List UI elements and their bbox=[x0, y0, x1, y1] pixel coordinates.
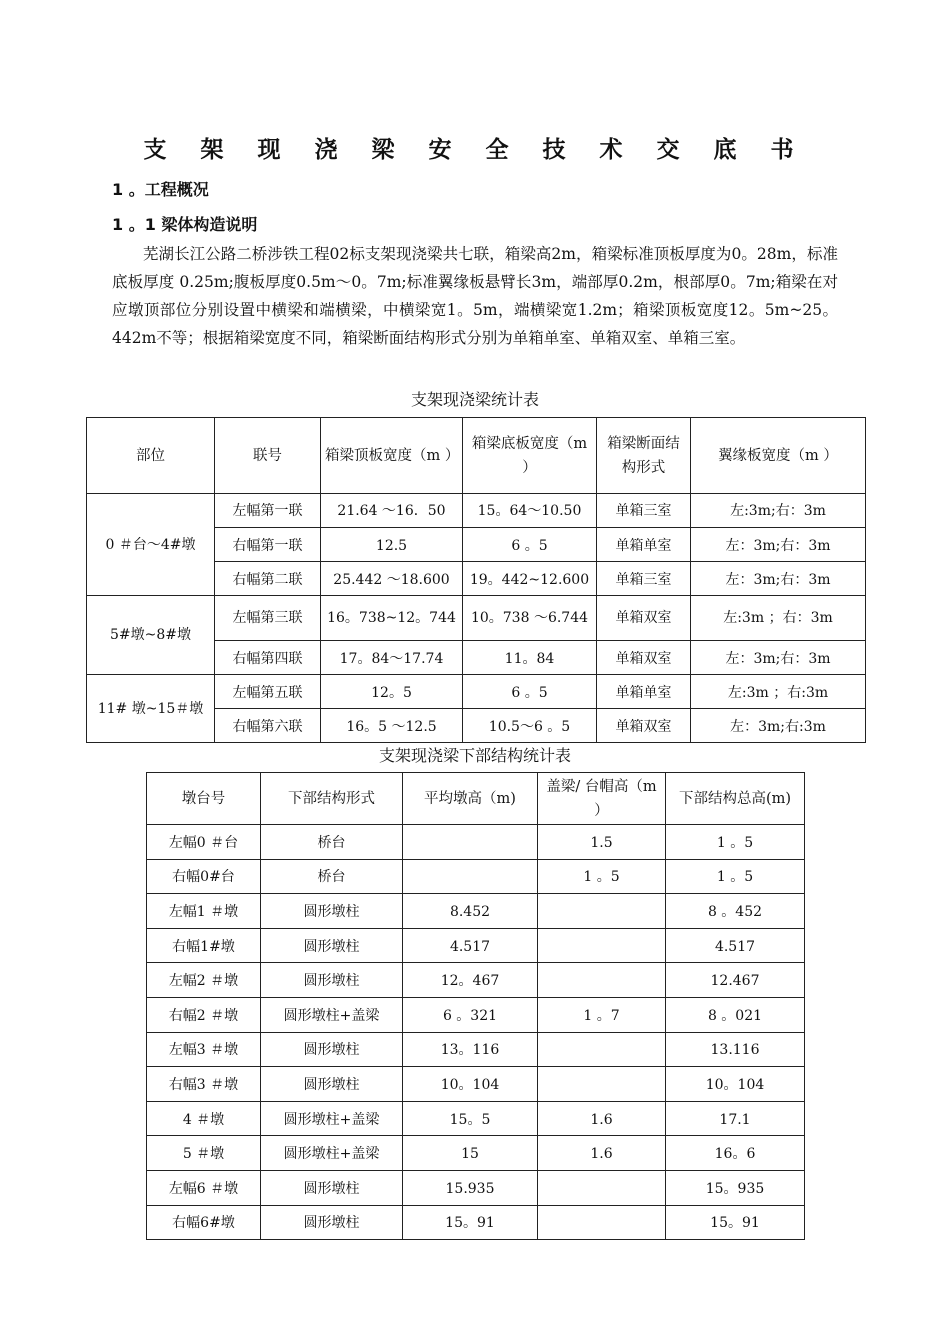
pier-cell: 右幅3 ＃墩 bbox=[147, 1067, 261, 1102]
table-row bbox=[147, 963, 805, 998]
structure-form-cell: 圆形墩柱+盖梁 bbox=[261, 997, 403, 1032]
avg-height-cell bbox=[403, 859, 538, 894]
header-cell: 箱梁断面结构形式 bbox=[597, 418, 691, 494]
table-row bbox=[87, 675, 866, 709]
total-height-cell: 1 。5 bbox=[666, 825, 805, 860]
lian-cell: 右幅第六联 bbox=[215, 709, 321, 743]
table-row bbox=[147, 1136, 805, 1171]
cap-height-cell: 1.6 bbox=[538, 1101, 666, 1136]
pier-cell: 左幅6 ＃墩 bbox=[147, 1170, 261, 1205]
header-cell: 箱梁底板宽度（m ） bbox=[463, 418, 597, 494]
lian-cell: 左幅第一联 bbox=[215, 494, 321, 528]
top-width-cell: 16。738~12。744 bbox=[321, 596, 463, 641]
beam-stats-table bbox=[86, 417, 866, 743]
table-row bbox=[147, 859, 805, 894]
table-row bbox=[147, 928, 805, 963]
table2-caption: 支架现浇梁下部结构统计表 bbox=[378, 746, 571, 765]
cap-height-cell: 1 。7 bbox=[538, 997, 666, 1032]
total-height-cell: 8 。021 bbox=[666, 997, 805, 1032]
total-height-cell: 15。91 bbox=[666, 1205, 805, 1240]
avg-height-cell: 12。467 bbox=[403, 963, 538, 998]
substructure-stats-table bbox=[146, 772, 805, 1240]
header-cell: 翼缘板宽度（m ） bbox=[691, 418, 866, 494]
section-form-cell: 单箱三室 bbox=[597, 562, 691, 596]
table-row bbox=[87, 596, 866, 641]
section-form-cell: 单箱双室 bbox=[597, 641, 691, 675]
structure-form-cell: 圆形墩柱 bbox=[261, 894, 403, 929]
structure-form-cell: 圆形墩柱+盖梁 bbox=[261, 1136, 403, 1171]
total-height-cell: 16。6 bbox=[666, 1136, 805, 1171]
cap-height-cell bbox=[538, 1205, 666, 1240]
structure-form-cell: 圆形墩柱+盖梁 bbox=[261, 1101, 403, 1136]
bottom-width-cell: 10.5～6 。5 bbox=[463, 709, 597, 743]
section-form-cell: 单箱双室 bbox=[597, 596, 691, 641]
lian-cell: 右幅第四联 bbox=[215, 641, 321, 675]
wing-width-cell: 左:3m;右：3m bbox=[691, 494, 866, 528]
cap-height-cell bbox=[538, 1032, 666, 1067]
table-header-row bbox=[87, 418, 866, 494]
bottom-width-cell: 6 。5 bbox=[463, 528, 597, 562]
avg-height-cell bbox=[403, 825, 538, 860]
bottom-width-cell: 15。64～10.50 bbox=[463, 494, 597, 528]
avg-height-cell: 10。104 bbox=[403, 1067, 538, 1102]
avg-height-cell: 15.935 bbox=[403, 1170, 538, 1205]
table1-caption: 支架现浇梁统计表 bbox=[410, 390, 539, 409]
avg-height-cell: 4.517 bbox=[403, 928, 538, 963]
total-height-cell: 12.467 bbox=[666, 963, 805, 998]
cap-height-cell: 1.6 bbox=[538, 1136, 666, 1171]
table-row bbox=[87, 494, 866, 528]
table-row bbox=[147, 1205, 805, 1240]
lian-cell: 右幅第一联 bbox=[215, 528, 321, 562]
structure-form-cell: 圆形墩柱 bbox=[261, 928, 403, 963]
avg-height-cell: 15。5 bbox=[403, 1101, 538, 1136]
bottom-width-cell: 19。442~12.600 bbox=[463, 562, 597, 596]
structure-form-cell: 桥台 bbox=[261, 825, 403, 860]
total-height-cell: 1 。5 bbox=[666, 859, 805, 894]
cap-height-cell bbox=[538, 1067, 666, 1102]
total-height-cell: 8 。452 bbox=[666, 894, 805, 929]
cap-height-cell bbox=[538, 928, 666, 963]
overview-paragraph bbox=[112, 240, 838, 352]
bottom-width-cell: 10。738 ～6.744 bbox=[463, 596, 597, 641]
bottom-width-cell: 6 。5 bbox=[463, 675, 597, 709]
cap-height-cell bbox=[538, 894, 666, 929]
wing-width-cell: 左：3m;右：3m bbox=[691, 562, 866, 596]
top-width-cell: 12.5 bbox=[321, 528, 463, 562]
pier-cell: 左幅2 ＃墩 bbox=[147, 963, 261, 998]
wing-width-cell: 左：3m;右：3m bbox=[691, 641, 866, 675]
document-title: 支 架 现 浇 梁 安 全 技 术 交 底 书 bbox=[143, 136, 807, 163]
wing-width-cell: 左:3m ；右:3m bbox=[691, 675, 866, 709]
cap-height-cell bbox=[538, 963, 666, 998]
pier-cell: 右幅1#墩 bbox=[147, 928, 261, 963]
total-height-cell: 13.116 bbox=[666, 1032, 805, 1067]
avg-height-cell: 13。116 bbox=[403, 1032, 538, 1067]
header-cell: 下部结构形式 bbox=[261, 773, 403, 825]
top-width-cell: 21.64 ～16．50 bbox=[321, 494, 463, 528]
top-width-cell: 12。5 bbox=[321, 675, 463, 709]
avg-height-cell: 6 。321 bbox=[403, 997, 538, 1032]
lian-cell: 左幅第三联 bbox=[215, 596, 321, 641]
section-form-cell: 单箱单室 bbox=[597, 675, 691, 709]
section-form-cell: 单箱单室 bbox=[597, 528, 691, 562]
top-width-cell: 16。5 ～12.5 bbox=[321, 709, 463, 743]
structure-form-cell: 圆形墩柱 bbox=[261, 1032, 403, 1067]
top-width-cell: 17。84～17.74 bbox=[321, 641, 463, 675]
pier-cell: 右幅6#墩 bbox=[147, 1205, 261, 1240]
pier-cell: 右幅2 ＃墩 bbox=[147, 997, 261, 1032]
pier-cell: 左幅3 ＃墩 bbox=[147, 1032, 261, 1067]
total-height-cell: 15。935 bbox=[666, 1170, 805, 1205]
pier-cell: 右幅0#台 bbox=[147, 859, 261, 894]
pier-cell: 左幅0 ＃台 bbox=[147, 825, 261, 860]
location-cell: 5#墩~8#墩 bbox=[87, 596, 215, 675]
header-cell: 联号 bbox=[215, 418, 321, 494]
section-form-cell: 单箱双室 bbox=[597, 709, 691, 743]
wing-width-cell: 左:3m ；右：3m bbox=[691, 596, 866, 641]
header-cell: 下部结构总高(m) bbox=[666, 773, 805, 825]
location-cell: 0 ＃台～4#墩 bbox=[87, 494, 215, 596]
table-header-row bbox=[147, 773, 805, 825]
subsection-heading: 1 。1 梁体构造说明 bbox=[112, 215, 258, 234]
structure-form-cell: 圆形墩柱 bbox=[261, 1067, 403, 1102]
cap-height-cell: 1 。5 bbox=[538, 859, 666, 894]
total-height-cell: 4.517 bbox=[666, 928, 805, 963]
wing-width-cell: 左：3m;右:3m bbox=[691, 709, 866, 743]
avg-height-cell: 15 bbox=[403, 1136, 538, 1171]
total-height-cell: 10。104 bbox=[666, 1067, 805, 1102]
paragraph-text: 芜湖长江公路二桥涉铁工程02标支架现浇梁共七联，箱梁高2m，箱梁标准顶板厚度为0。28m，标准底板厚度 0.25m;腹板厚度0.5m～0。7m;标准翼缘板悬臂长3m，端部厚0.2m，根部厚0。7m;箱梁在对应墩顶部位分别设置中横梁和端横梁，中横梁宽1。5m，端横梁宽1.2m；箱梁顶板宽度12。5m~25。442m不等；根据箱梁宽度不同，箱梁断面结构形式分别为单箱单室、单箱双室、单箱三室。 bbox=[112, 245, 838, 347]
header-cell: 箱梁顶板宽度（m ） bbox=[321, 418, 463, 494]
table-row bbox=[147, 1170, 805, 1205]
pier-cell: 5 ＃墩 bbox=[147, 1136, 261, 1171]
section-form-cell: 单箱三室 bbox=[597, 494, 691, 528]
avg-height-cell: 15。91 bbox=[403, 1205, 538, 1240]
pier-cell: 4 ＃墩 bbox=[147, 1101, 261, 1136]
table-row bbox=[147, 1101, 805, 1136]
top-width-cell: 25.442 ～18.600 bbox=[321, 562, 463, 596]
pier-cell: 左幅1 ＃墩 bbox=[147, 894, 261, 929]
table-row bbox=[147, 1067, 805, 1102]
bottom-width-cell: 11。84 bbox=[463, 641, 597, 675]
table-row bbox=[147, 894, 805, 929]
structure-form-cell: 圆形墩柱 bbox=[261, 1205, 403, 1240]
header-cell: 盖梁/ 台帽高（m ） bbox=[538, 773, 666, 825]
total-height-cell: 17.1 bbox=[666, 1101, 805, 1136]
structure-form-cell: 桥台 bbox=[261, 859, 403, 894]
lian-cell: 左幅第五联 bbox=[215, 675, 321, 709]
cap-height-cell bbox=[538, 1170, 666, 1205]
location-cell: 11# 墩~15＃墩 bbox=[87, 675, 215, 743]
structure-form-cell: 圆形墩柱 bbox=[261, 1170, 403, 1205]
lian-cell: 右幅第二联 bbox=[215, 562, 321, 596]
structure-form-cell: 圆形墩柱 bbox=[261, 963, 403, 998]
table-row bbox=[147, 825, 805, 860]
header-cell: 墩台号 bbox=[147, 773, 261, 825]
table-row bbox=[147, 1032, 805, 1067]
wing-width-cell: 左：3m;右：3m bbox=[691, 528, 866, 562]
cap-height-cell: 1.5 bbox=[538, 825, 666, 860]
header-cell: 平均墩高（m) bbox=[403, 773, 538, 825]
avg-height-cell: 8.452 bbox=[403, 894, 538, 929]
header-cell: 部位 bbox=[87, 418, 215, 494]
section-heading: 1 。工程概况 bbox=[112, 180, 209, 199]
table-row bbox=[147, 997, 805, 1032]
